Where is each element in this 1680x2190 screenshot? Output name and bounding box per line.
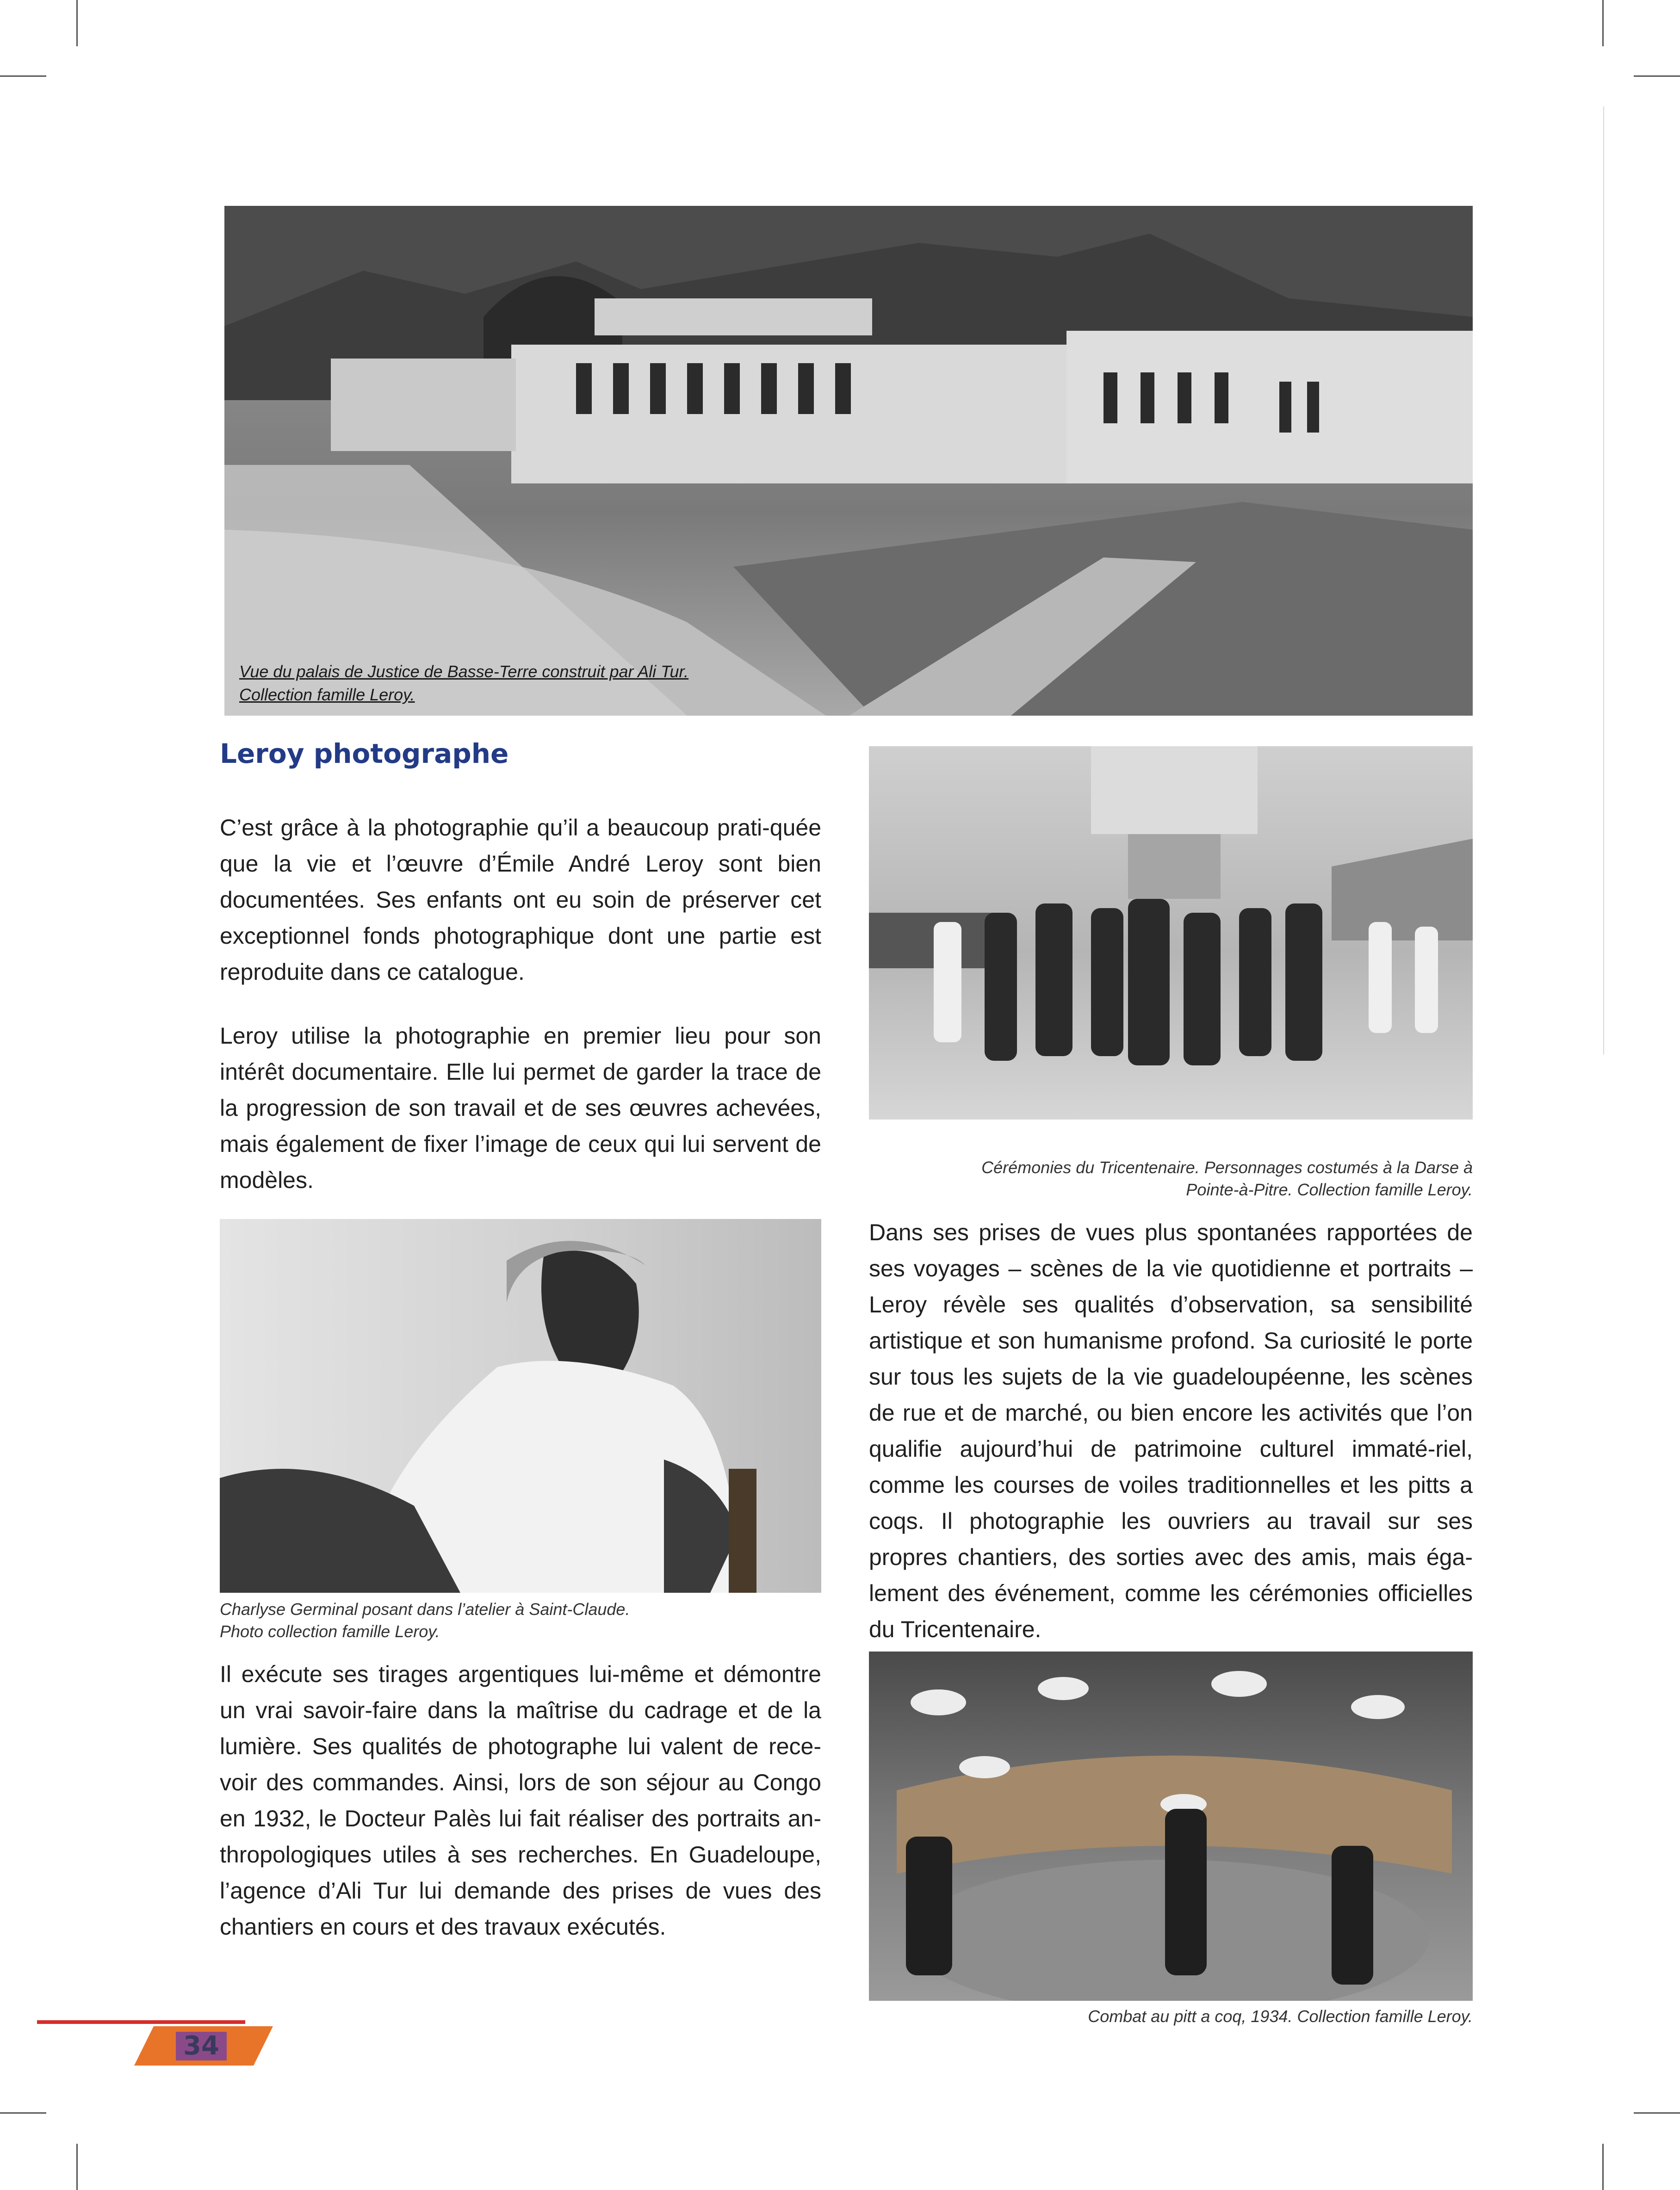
paragraph-4: Dans ses prises de vues plus spontanées rapportées de ses voyages – scènes de la vie quotidienne et portraits – Leroy révèle ses qualités d’observation, sa sensibilité artistique et son humanisme profond. Sa curiosité le porte sur tous les sujets de la vie guadeloupéenne, les scènes de rue et de marché, ou bien encore les activités que l’on qualifie aujourd’hui de patrimoine culturel immaté-riel, comme les courses de voiles traditionnelles et les pitts a coqs. Il photographie les ouvriers au travail sur ses propres chantiers, des sorties avec des amis, mais éga-lement des événement, comme les cérémonies officielles du Tricentenaire. [869,1219,1473,1642]
cockfight-drawing [869,1652,1473,2001]
section-heading: Leroy photographe [220,738,509,769]
portrait-drawing [220,1219,821,1593]
caption-line: Vue du palais de Justice de Basse-Terre construit par Ali Tur. [239,662,689,681]
caption-line: Photo collection famille Leroy. [220,1622,440,1641]
cockfight-photo [869,1652,1473,2001]
cockfight-caption: Combat au pitt a coq, 1934. Collection famille Leroy. [1088,2007,1473,2026]
ceremony-caption [869,1157,1473,1201]
palais-justice-drawing [224,206,1473,716]
crop-mark [1602,2144,1604,2190]
crop-mark [1602,0,1604,46]
page-edge-line [1603,106,1604,1055]
caption-line: Pointe-à-Pitre. Collection famille Leroy. [1186,1180,1473,1199]
crop-mark [76,0,78,46]
page-number-bar [37,2020,245,2024]
ceremony-drawing [869,746,1473,1120]
caption-line: Cérémonies du Tricentenaire. Personnages costumés à la Darse à [981,1158,1473,1177]
ceremony-photo [869,746,1473,1120]
crop-mark [1634,2112,1680,2114]
palais-justice-photo [224,206,1473,716]
caption-line: Collection famille Leroy. [239,685,415,704]
portrait-caption [220,1598,821,1643]
crop-mark [0,75,46,77]
portrait-photo [220,1219,821,1593]
paragraph-2: Leroy utilise la photographie en premier lieu pour son intérêt documentaire. Elle lui permet de garder la trace de la progression de son travail et de ses œuvres achevées, mais également de fixer l’image de ceux qui lui servent de modèles. [220,1023,821,1193]
paragraph-3: Il exécute ses tirages argentiques lui-même et démontre un vrai savoir-faire dans la maîtrise du cadrage et de la lumière. Ses qualités de photographe lui valent de rece-voir des commandes. Ainsi, lors de son séjour au Congo en 1932, le Docteur Palès lui fait réaliser des portraits an-thropologiques utiles à ses recherches. En Guadeloupe, l’agence d’Ali Tur lui demande des prises de vues des chantiers en cours et des travaux exécutés. [220,1661,821,1940]
palais-justice-caption [239,660,688,706]
crop-mark [0,2112,46,2114]
page-number: 34 [176,2032,227,2060]
paragraph-1: C’est grâce à la photographie qu’il a beaucoup prati-quée que la vie et l’œuvre d’Émile André Leroy sont bien documentées. Ses enfants ont eu soin de préserver cet exceptionnel fonds photographique dont une partie est reproduite dans ce catalogue. [220,815,821,985]
crop-mark [1634,75,1680,77]
caption-line: Charlyse Germinal posant dans l’atelier à Saint-Claude. [220,1600,630,1619]
crop-mark [76,2144,78,2190]
